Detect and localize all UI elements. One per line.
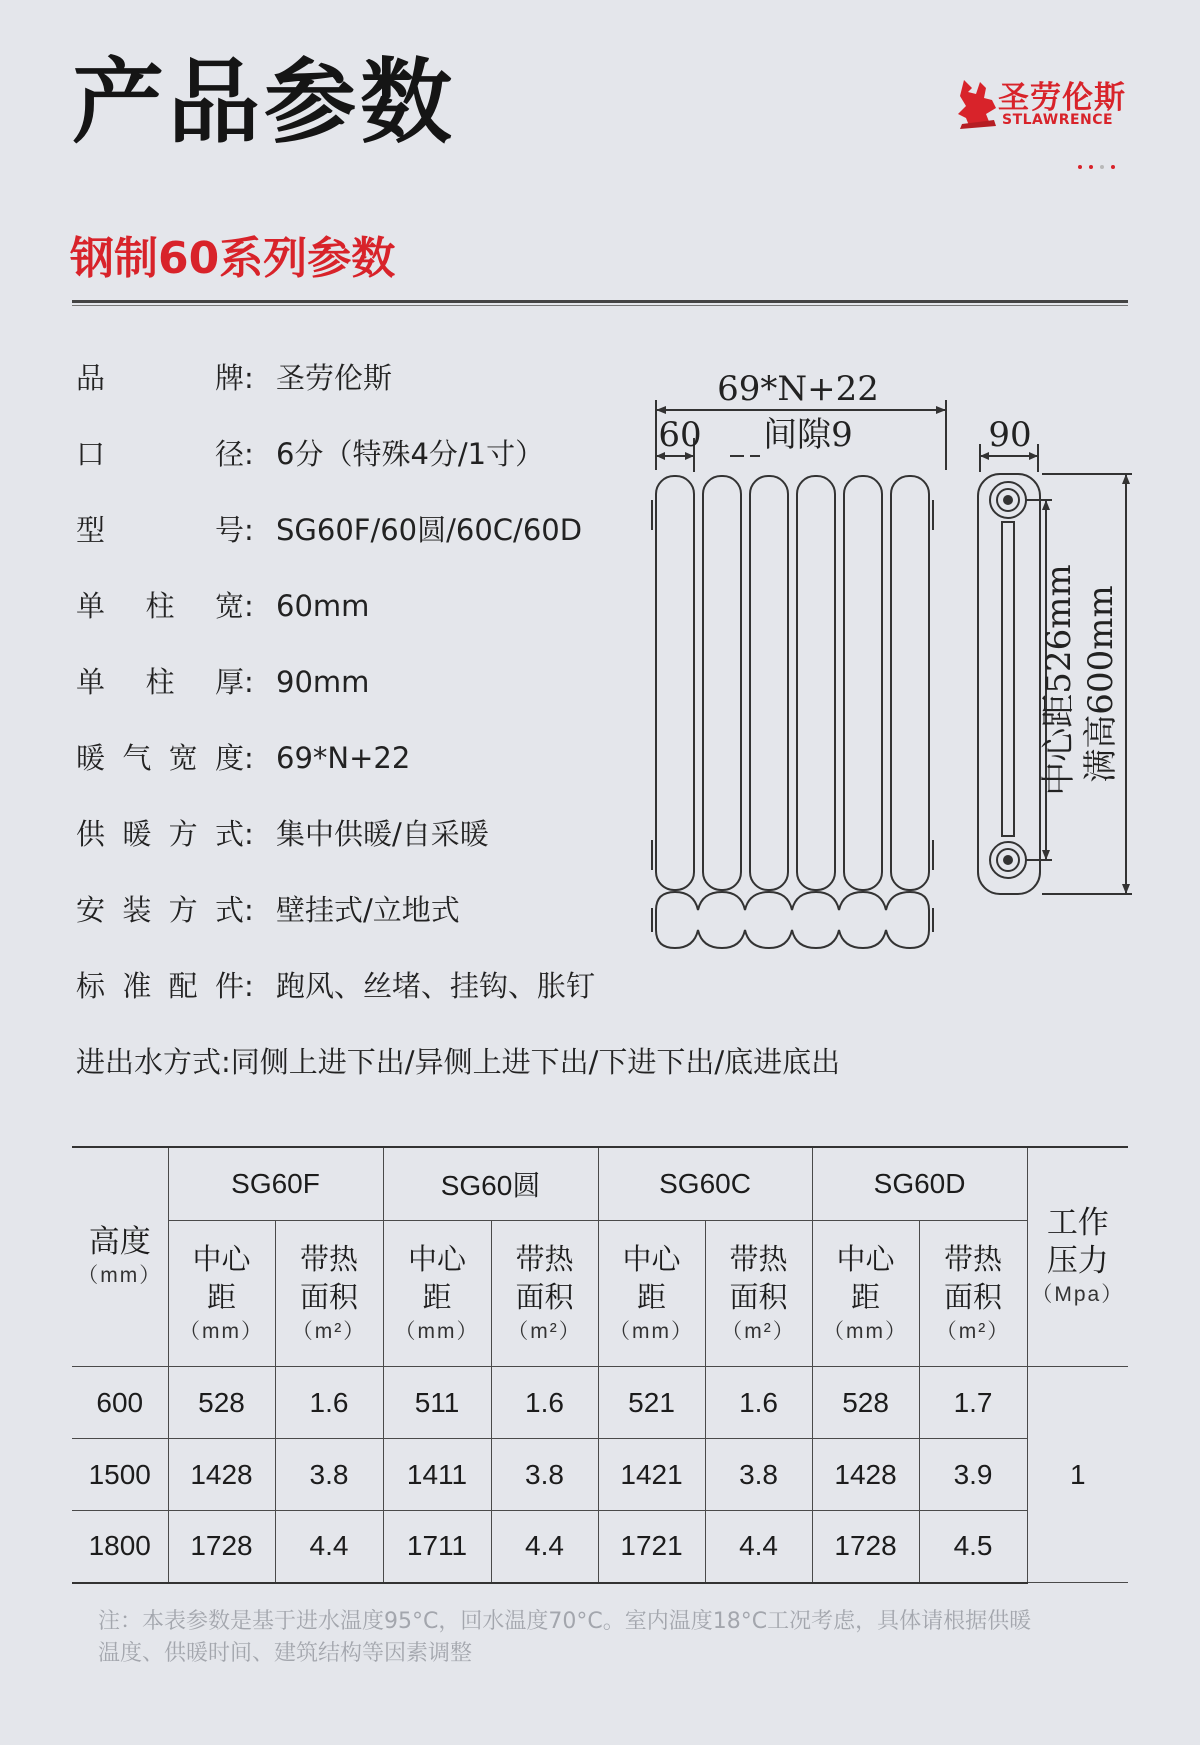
depth-label: 90	[988, 415, 1032, 455]
table-cell: 1711	[383, 1511, 491, 1583]
model-header: SG60圆	[383, 1147, 598, 1221]
spec-row-heating-mode: 供暖方式: 集中供暖/自采暖	[76, 814, 489, 854]
dot	[1078, 165, 1082, 169]
spec-row-caliber: 口径: 6分（特殊4分/1寸）	[76, 434, 544, 474]
table-row	[72, 1367, 1128, 1439]
table-cell: 1728	[168, 1511, 275, 1583]
spec-value: 90mm	[276, 665, 370, 699]
spec-value: 壁挂式/立地式	[276, 893, 460, 927]
table-cell: 3.9	[919, 1439, 1027, 1511]
table-cell: 1428	[812, 1439, 919, 1511]
heating-area-header: 带热 面积 （m²）	[491, 1221, 598, 1367]
footnote-line: 温度、供暖时间、建筑结构等因素调整	[98, 1641, 473, 1666]
spec-row-install-mode: 安装方式: 壁挂式/立地式	[76, 890, 460, 930]
spec-label: 暖气宽度	[76, 741, 244, 775]
radiator-column	[797, 476, 835, 890]
height-header: 高度 （mm）	[72, 1147, 168, 1367]
radiator-drawing	[650, 360, 1140, 1000]
footnote-line: 注：本表参数是基于进水温度95°C，回水温度70°C。室内温度18°C工况考虑，具体请根据供暖	[98, 1609, 1032, 1634]
gap-label: 间隙9	[763, 415, 853, 455]
heating-area-header: 带热 面积 （m²）	[275, 1221, 383, 1367]
spec-value: 同侧上进下出/异侧上进下出/下进下出/底进底出	[230, 1045, 841, 1079]
radiator-column	[703, 476, 741, 890]
dot	[1100, 165, 1104, 169]
spec-label: 安装方式	[76, 893, 244, 927]
table-cell: 1.7	[919, 1367, 1027, 1439]
table-cell: 528	[812, 1367, 919, 1439]
spec-row-accessories: 标准配件: 跑风、丝堵、挂钩、胀钉	[76, 966, 595, 1006]
page-title: 产品参数	[72, 49, 457, 156]
center-distance-header: 中心 距 （mm）	[168, 1221, 275, 1367]
table-subheader-row	[72, 1221, 1128, 1367]
spec-value: 6分（特殊4分/1寸）	[276, 437, 545, 471]
table-cell: 1.6	[275, 1367, 383, 1439]
model-header: SG60C	[598, 1147, 812, 1221]
spec-row-column-width: 单柱宽: 60mm	[76, 586, 369, 626]
center-distance-label: 中心距526mm	[1039, 564, 1079, 796]
table-cell: 3.8	[705, 1439, 812, 1511]
table-cell: 1728	[812, 1511, 919, 1583]
width-formula-label: 69*N+22	[717, 369, 879, 409]
radiator-column	[891, 476, 929, 890]
pressure-header: 工作 压力 （Mpa）	[1027, 1147, 1128, 1367]
spec-label: 单柱厚	[76, 665, 244, 699]
full-height-label: 满高600mm	[1081, 585, 1121, 783]
radiator-column	[750, 476, 788, 890]
table-cell: 521	[598, 1367, 705, 1439]
spec-value: 圣劳伦斯	[276, 361, 393, 395]
center-distance-header: 中心 距 （mm）	[598, 1221, 705, 1367]
dot	[1089, 165, 1093, 169]
decorative-dots	[1078, 154, 1122, 173]
table-header-row	[72, 1147, 1128, 1221]
heating-area-header: 带热 面积 （m²）	[919, 1221, 1027, 1367]
spec-row-model: 型号: SG60F/60圆/60C/60D	[76, 510, 582, 550]
spec-value: 69*N+22	[276, 741, 411, 775]
table-cell: 4.4	[491, 1511, 598, 1583]
spec-label: 品牌	[76, 361, 244, 395]
table-cell: 511	[383, 1367, 491, 1439]
spec-label: 供暖方式	[76, 817, 244, 851]
table-cell: 1421	[598, 1439, 705, 1511]
table-cell: 1.6	[491, 1367, 598, 1439]
table-row	[72, 1511, 1128, 1583]
logo-english-text: STLAWRENCE	[1002, 112, 1114, 128]
height-cell: 600	[72, 1367, 168, 1439]
knight-logo-icon	[956, 74, 1000, 130]
spec-value: 集中供暖/自采暖	[276, 817, 489, 851]
heating-area-header: 带热 面积 （m²）	[705, 1221, 812, 1367]
spec-row-brand: 品牌: 圣劳伦斯	[76, 358, 392, 398]
model-header: SG60D	[812, 1147, 1027, 1221]
table-cell: 1.6	[705, 1367, 812, 1439]
column-width-label: 60	[658, 415, 702, 455]
table-cell: 4.5	[919, 1511, 1027, 1583]
height-cell: 1500	[72, 1439, 168, 1511]
spec-label: 型号	[76, 513, 244, 547]
divider	[72, 300, 1128, 303]
spec-row-radiator-width: 暖气宽度: 69*N+22	[76, 738, 410, 778]
table-row	[72, 1439, 1128, 1511]
spec-value: 60mm	[276, 589, 370, 623]
dot	[1111, 165, 1115, 169]
table-cell: 3.8	[275, 1439, 383, 1511]
center-distance-header: 中心 距 （mm）	[383, 1221, 491, 1367]
table-cell: 3.8	[491, 1439, 598, 1511]
spec-label: 进出水方式	[76, 1045, 222, 1079]
spec-value: SG60F/60圆/60C/60D	[276, 513, 583, 547]
spec-label: 口径	[76, 437, 244, 471]
table-cell: 1721	[598, 1511, 705, 1583]
spec-label: 标准配件	[76, 969, 244, 1003]
pressure-value: 1	[1027, 1367, 1128, 1583]
table-cell: 528	[168, 1367, 275, 1439]
table-cell: 4.4	[705, 1511, 812, 1583]
brand-logo	[952, 72, 1128, 140]
table-cell: 1428	[168, 1439, 275, 1511]
spec-row-water-flow: 进出水方式:同侧上进下出/异侧上进下出/下进下出/底进底出	[76, 1042, 840, 1082]
footnote	[98, 1606, 1108, 1670]
spec-row-column-thickness: 单柱厚: 90mm	[76, 662, 369, 702]
radiator-side-view	[978, 474, 1040, 894]
section-title: 钢制60系列参数	[70, 233, 396, 284]
height-cell: 1800	[72, 1511, 168, 1583]
radiator-column	[844, 476, 882, 890]
spec-value: 跑风、丝堵、挂钩、胀钉	[276, 969, 596, 1003]
table-cell: 4.4	[275, 1511, 383, 1583]
radiator-column	[656, 476, 694, 890]
model-header: SG60F	[168, 1147, 383, 1221]
logo-chinese-text: 圣劳伦斯	[998, 80, 1126, 116]
table-cell: 1411	[383, 1439, 491, 1511]
center-distance-header: 中心 距 （mm）	[812, 1221, 919, 1367]
spec-label: 单柱宽	[76, 589, 244, 623]
parameter-table	[72, 1146, 1128, 1584]
divider-thin	[72, 305, 1128, 306]
